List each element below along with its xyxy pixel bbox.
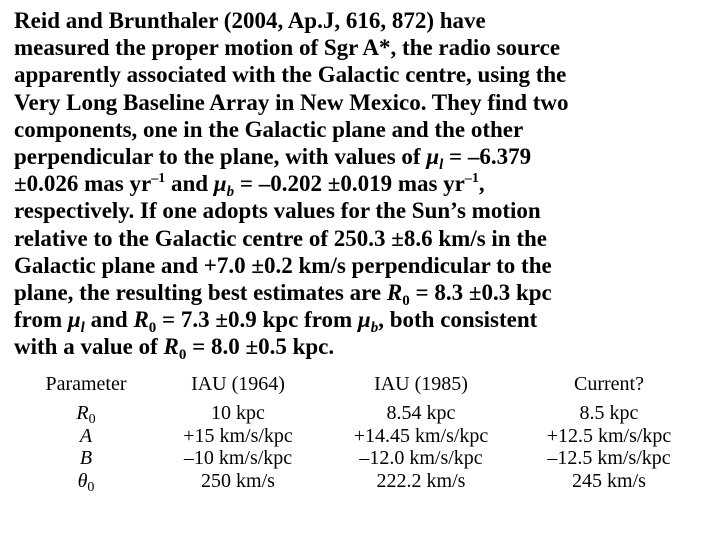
r-symbol: R bbox=[133, 307, 149, 333]
subscript-l: l bbox=[439, 157, 444, 174]
text-segment: Galactic plane and +7.0 ±0.2 km/s perpendicular to the bbox=[14, 252, 552, 278]
symbol-letter: θ bbox=[77, 469, 88, 492]
table-body bbox=[22, 402, 702, 495]
param-symbol bbox=[22, 470, 150, 493]
value-current: +12.5 km/s/kpc bbox=[546, 424, 672, 447]
text-segment: components, one in the Galactic plane and the other bbox=[14, 116, 524, 142]
table-header-row bbox=[22, 370, 702, 400]
param-symbol bbox=[22, 402, 150, 425]
header-iau-1964: IAU (1964) bbox=[191, 373, 285, 395]
header-parameter: Parameter bbox=[45, 373, 127, 395]
mu-symbol: μ bbox=[213, 171, 227, 197]
mu-symbol: μ bbox=[357, 307, 371, 333]
text-segment: plane, the resulting best estimates are bbox=[14, 280, 382, 306]
text-segment: and bbox=[170, 171, 209, 197]
mu-b-value: = –0.202 ±0.019 mas yr bbox=[239, 171, 465, 197]
value-1985: 222.2 km/s bbox=[376, 469, 466, 492]
superscript: –1 bbox=[151, 171, 166, 187]
symbol-letter: B bbox=[79, 447, 93, 469]
header-current: Current? bbox=[574, 373, 644, 395]
text-segment: ±0.026 mas yr bbox=[14, 171, 152, 197]
text-segment: , both consistent bbox=[378, 307, 538, 333]
value-1964: 250 km/s bbox=[201, 469, 275, 492]
paragraph-line bbox=[14, 7, 704, 34]
value-1964: –10 km/s/kpc bbox=[183, 447, 293, 469]
symbol-subscript: 0 bbox=[88, 412, 96, 427]
subscript-b: b bbox=[370, 320, 379, 337]
text-segment: apparently associated with the Galactic centre, using the bbox=[14, 62, 567, 88]
mu-l-value: = –6.379 bbox=[449, 144, 532, 170]
paragraph-line bbox=[14, 170, 704, 201]
subscript-l: l bbox=[80, 320, 85, 337]
text-segment: , bbox=[478, 171, 485, 197]
paragraph-line bbox=[14, 197, 704, 224]
param-symbol bbox=[22, 425, 150, 448]
paragraph-line bbox=[14, 333, 704, 364]
mu-symbol: μ bbox=[426, 144, 440, 170]
symbol-subscript: 0 bbox=[87, 479, 95, 495]
value-1964: 10 kpc bbox=[211, 402, 265, 424]
text-segment: = 8.0 ±0.5 kpc. bbox=[192, 334, 335, 360]
text-segment: measured the proper motion of Sgr A*, the radio source bbox=[14, 35, 561, 61]
r-symbol: R bbox=[386, 280, 403, 306]
header-iau-1985: IAU (1985) bbox=[374, 373, 468, 395]
text-segment: from bbox=[14, 307, 63, 333]
value-1985: +14.45 km/s/kpc bbox=[353, 424, 489, 447]
value-1985: –12.0 km/s/kpc bbox=[359, 447, 483, 469]
text-segment: relative to the Galactic centre of 250.3 ±8.6 km/s in the bbox=[14, 225, 547, 251]
paragraph-line bbox=[14, 34, 704, 61]
paragraph-line bbox=[14, 252, 704, 279]
text-segment: with a value of bbox=[14, 334, 158, 360]
table-row bbox=[22, 425, 702, 448]
mu-symbol: μ bbox=[67, 307, 81, 333]
table-row bbox=[22, 447, 702, 470]
symbol-letter: R bbox=[76, 402, 89, 424]
superscript: –1 bbox=[464, 171, 479, 187]
text-segment: perpendicular to the plane, with values of bbox=[14, 144, 421, 170]
table-row bbox=[22, 470, 702, 493]
value-1985: 8.54 kpc bbox=[386, 402, 456, 424]
subscript-b: b bbox=[226, 184, 235, 201]
paragraph-line bbox=[14, 116, 704, 143]
paragraph-line bbox=[14, 143, 704, 174]
text-segment: = 7.3 ±0.9 kpc from bbox=[162, 307, 353, 333]
r-symbol: R bbox=[163, 334, 179, 360]
symbol-letter: A bbox=[79, 424, 93, 447]
param-symbol bbox=[22, 447, 150, 470]
paragraph-line bbox=[14, 89, 704, 116]
text-segment: Very Long Baseline Array in New Mexico. They find two bbox=[14, 89, 569, 115]
paragraph-line bbox=[14, 61, 704, 88]
text-segment: = 8.3 ±0.3 kpc bbox=[415, 280, 552, 306]
paragraph-line bbox=[14, 306, 704, 337]
parameter-table bbox=[22, 370, 702, 495]
subscript-zero: 0 bbox=[178, 347, 187, 364]
paragraph-line bbox=[14, 225, 704, 252]
body-paragraph bbox=[14, 7, 704, 364]
table-row bbox=[22, 402, 702, 425]
text-segment: Reid and Brunthaler (2004, Ap.J, 616, 872) have bbox=[14, 8, 486, 33]
value-current: –12.5 km/s/kpc bbox=[547, 447, 671, 469]
text-segment: respectively. If one adopts values for the Sun’s motion bbox=[14, 198, 541, 224]
subscript-zero: 0 bbox=[402, 293, 410, 310]
text-segment: and bbox=[90, 307, 128, 333]
subscript-zero: 0 bbox=[148, 320, 157, 337]
paragraph-line bbox=[14, 279, 704, 310]
value-current: 8.5 kpc bbox=[579, 402, 639, 424]
value-1964: +15 km/s/kpc bbox=[183, 424, 293, 447]
value-current: 245 km/s bbox=[572, 469, 646, 492]
